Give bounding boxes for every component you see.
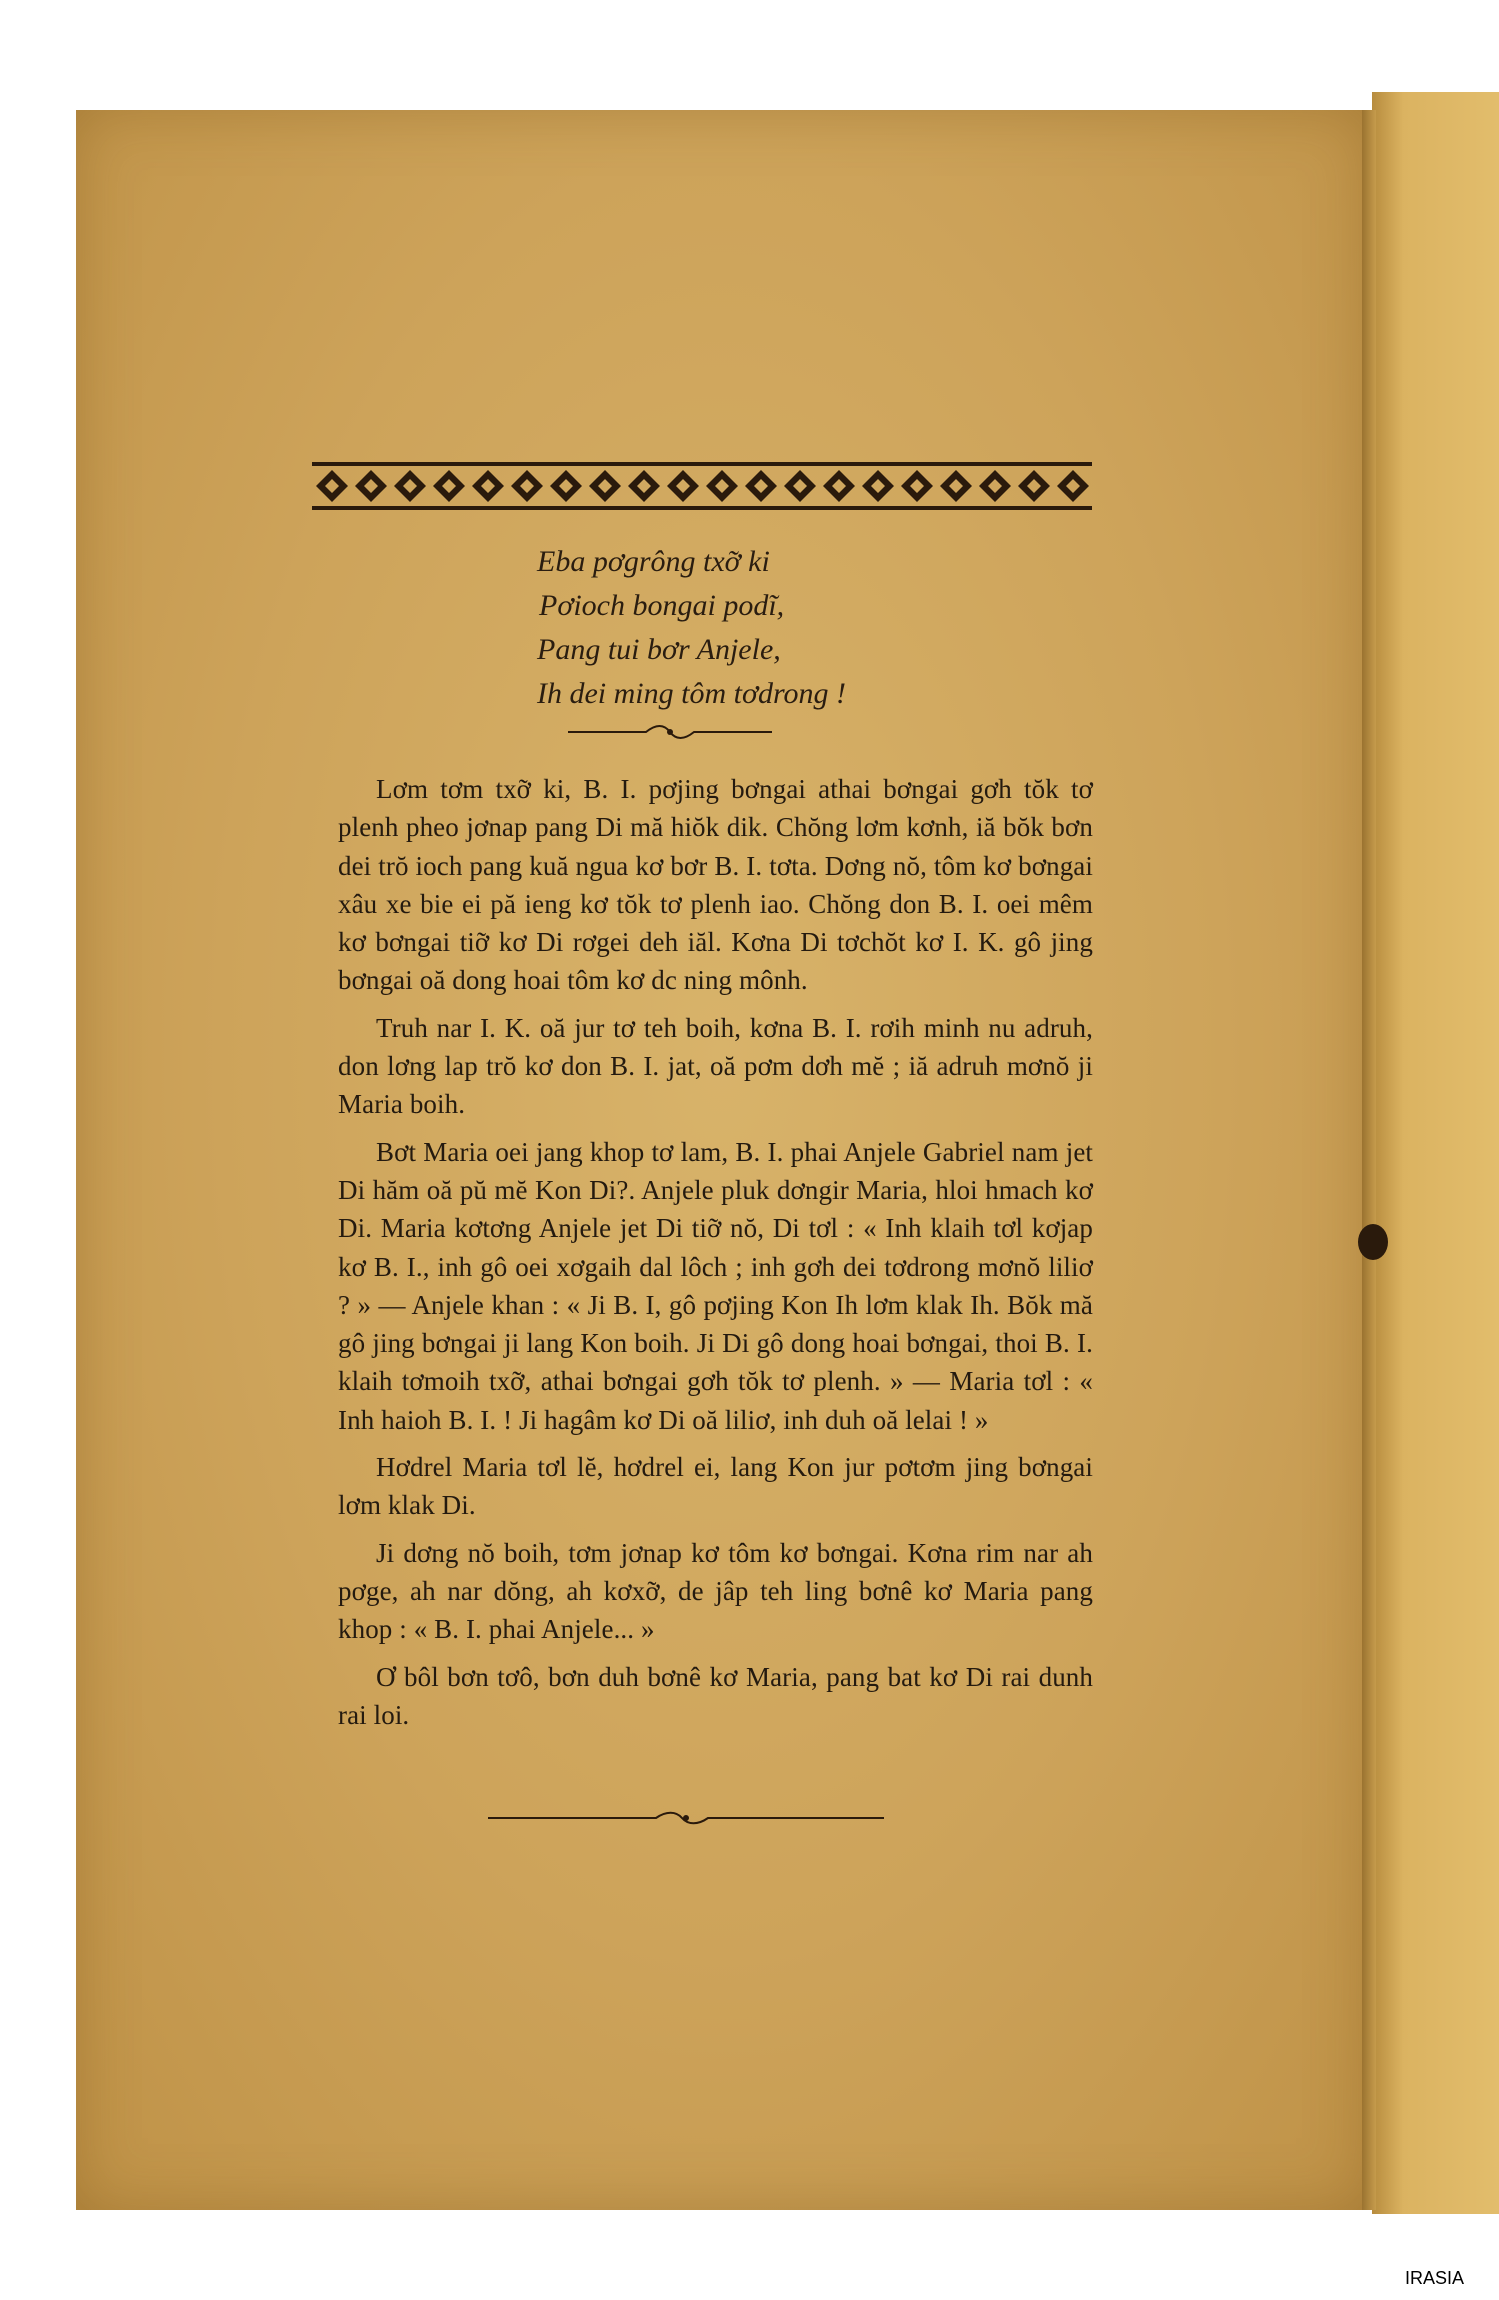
ink-blot [1358,1224,1388,1260]
verse-line: Pơioch bongai podĩ, [539,589,785,622]
ornament-motif [745,470,777,502]
page-fold-shadow [1362,110,1376,2210]
ornament-motif [628,470,660,502]
end-divider-flourish [486,1808,886,1828]
paragraph: Ji dơng nŏ boih, tơm jơnap kơ tôm kơ bơngai. Kơna rim nar ah pơge, ah nar dŏng, ah kơxỡ, de jâp teh ling bơnê kơ Maria pang khop : « B. I. phai Anjele... » [338,1537,1093,1645]
verse-line: Ih dei ming tôm tơdrong ! [537,677,847,710]
paragraph: Truh nar I. K. oă jur tơ teh boih, kơna B. I. rơih minh nu adruh, don lơng lap trŏ kơ don B. I. jat, oă pơm dơh mĕ ; iă adruh mơnŏ ji Maria boih. [338,1012,1093,1120]
ornament-motif [355,470,387,502]
ornament-motif [472,470,504,502]
ornament-motif [589,470,621,502]
ornament-motif [511,470,543,502]
ornament-motif [550,470,582,502]
ornament-motif [394,470,426,502]
ornament-motif [979,470,1011,502]
ornament-motif [316,470,348,502]
ornament-motif [667,470,699,502]
ornament-motif [862,470,894,502]
ornament-motif [1057,470,1089,502]
ornament-motif [940,470,972,502]
folded-page-edge [1372,92,1499,2214]
ornament-motif [823,470,855,502]
verse-divider-flourish [566,720,774,744]
opening-verse [537,540,846,716]
decorative-header-ornament [312,462,1092,510]
ornament-motif [901,470,933,502]
verse-line: Pang tui bơr Anjele, [537,633,781,666]
ornament-motif [1018,470,1050,502]
paragraph: Ơ bôl bơn tơô, bơn duh bơnê kơ Maria, pang bat kơ Di rai dunh rai loi. [338,1661,1093,1730]
ornament-motif [784,470,816,502]
ornament-motif [706,470,738,502]
archive-watermark: IRASIA [1405,2268,1465,2288]
paragraph: Lơm tơm txỡ ki, B. I. pơjing bơngai athai bơngai gơh tŏk tơ plenh pheo jơnap pang Di mă hiŏk dik. Chŏng lơm kơnh, iă bŏk bơn dei trŏ ioch pang kuă ngua kơ bơr B. I. tơta. Dơng nŏ, tôm kơ bơngai xâu xe bie ei pă ieng kơ tŏk tơ plenh iao. Chŏng don B. I. oei mêm kơ bơngai tiỡ kơ Di rơgei deh iăl. Kơna Di tơchŏt kơ I. K. gô jing bơngai oă dong hoai tôm kơ dc ning mônh. [338,774,1093,996]
paragraph: Bơt Maria oei jang khop tơ lam, B. I. phai Anjele Gabriel nam jet Di hăm oă pŭ mĕ Kon Di?. Anjele pluk dơngir Maria, hloi hmach kơ Di. Maria kơtơng Anjele jet Di tiỡ nŏ, Di tơl : « Inh klaih tơl kơjap kơ B. I., inh gô oei xơgaih dal lôch ; inh gơh dei tơdrong mơnŏ liliơ ? » — Anjele khan : « Ji B. I, gô pơjing Kon Ih lơm klak Ih. Bŏk mă gô jing bơngai ji lang Kon boih. Ji Di gô dong hoai bơngai, thoi B. I. klaih tơmoih txỡ, athai bơngai gơh tŏk tơ plenh. » — Maria tơl : « Inh haioh B. I. ! Ji hagâm kơ Di oă liliơ, inh duh oă lelai ! » [338,1136,1093,1435]
ornament-motif [433,470,465,502]
paragraph: Hơdrel Maria tơl lĕ, hơdrel ei, lang Kon jur pơtơm jing bơngai lơm klak Di. [338,1452,1093,1521]
verse-line: Eba pơgrông txỡ ki [537,545,770,578]
body-text [338,770,1093,1743]
